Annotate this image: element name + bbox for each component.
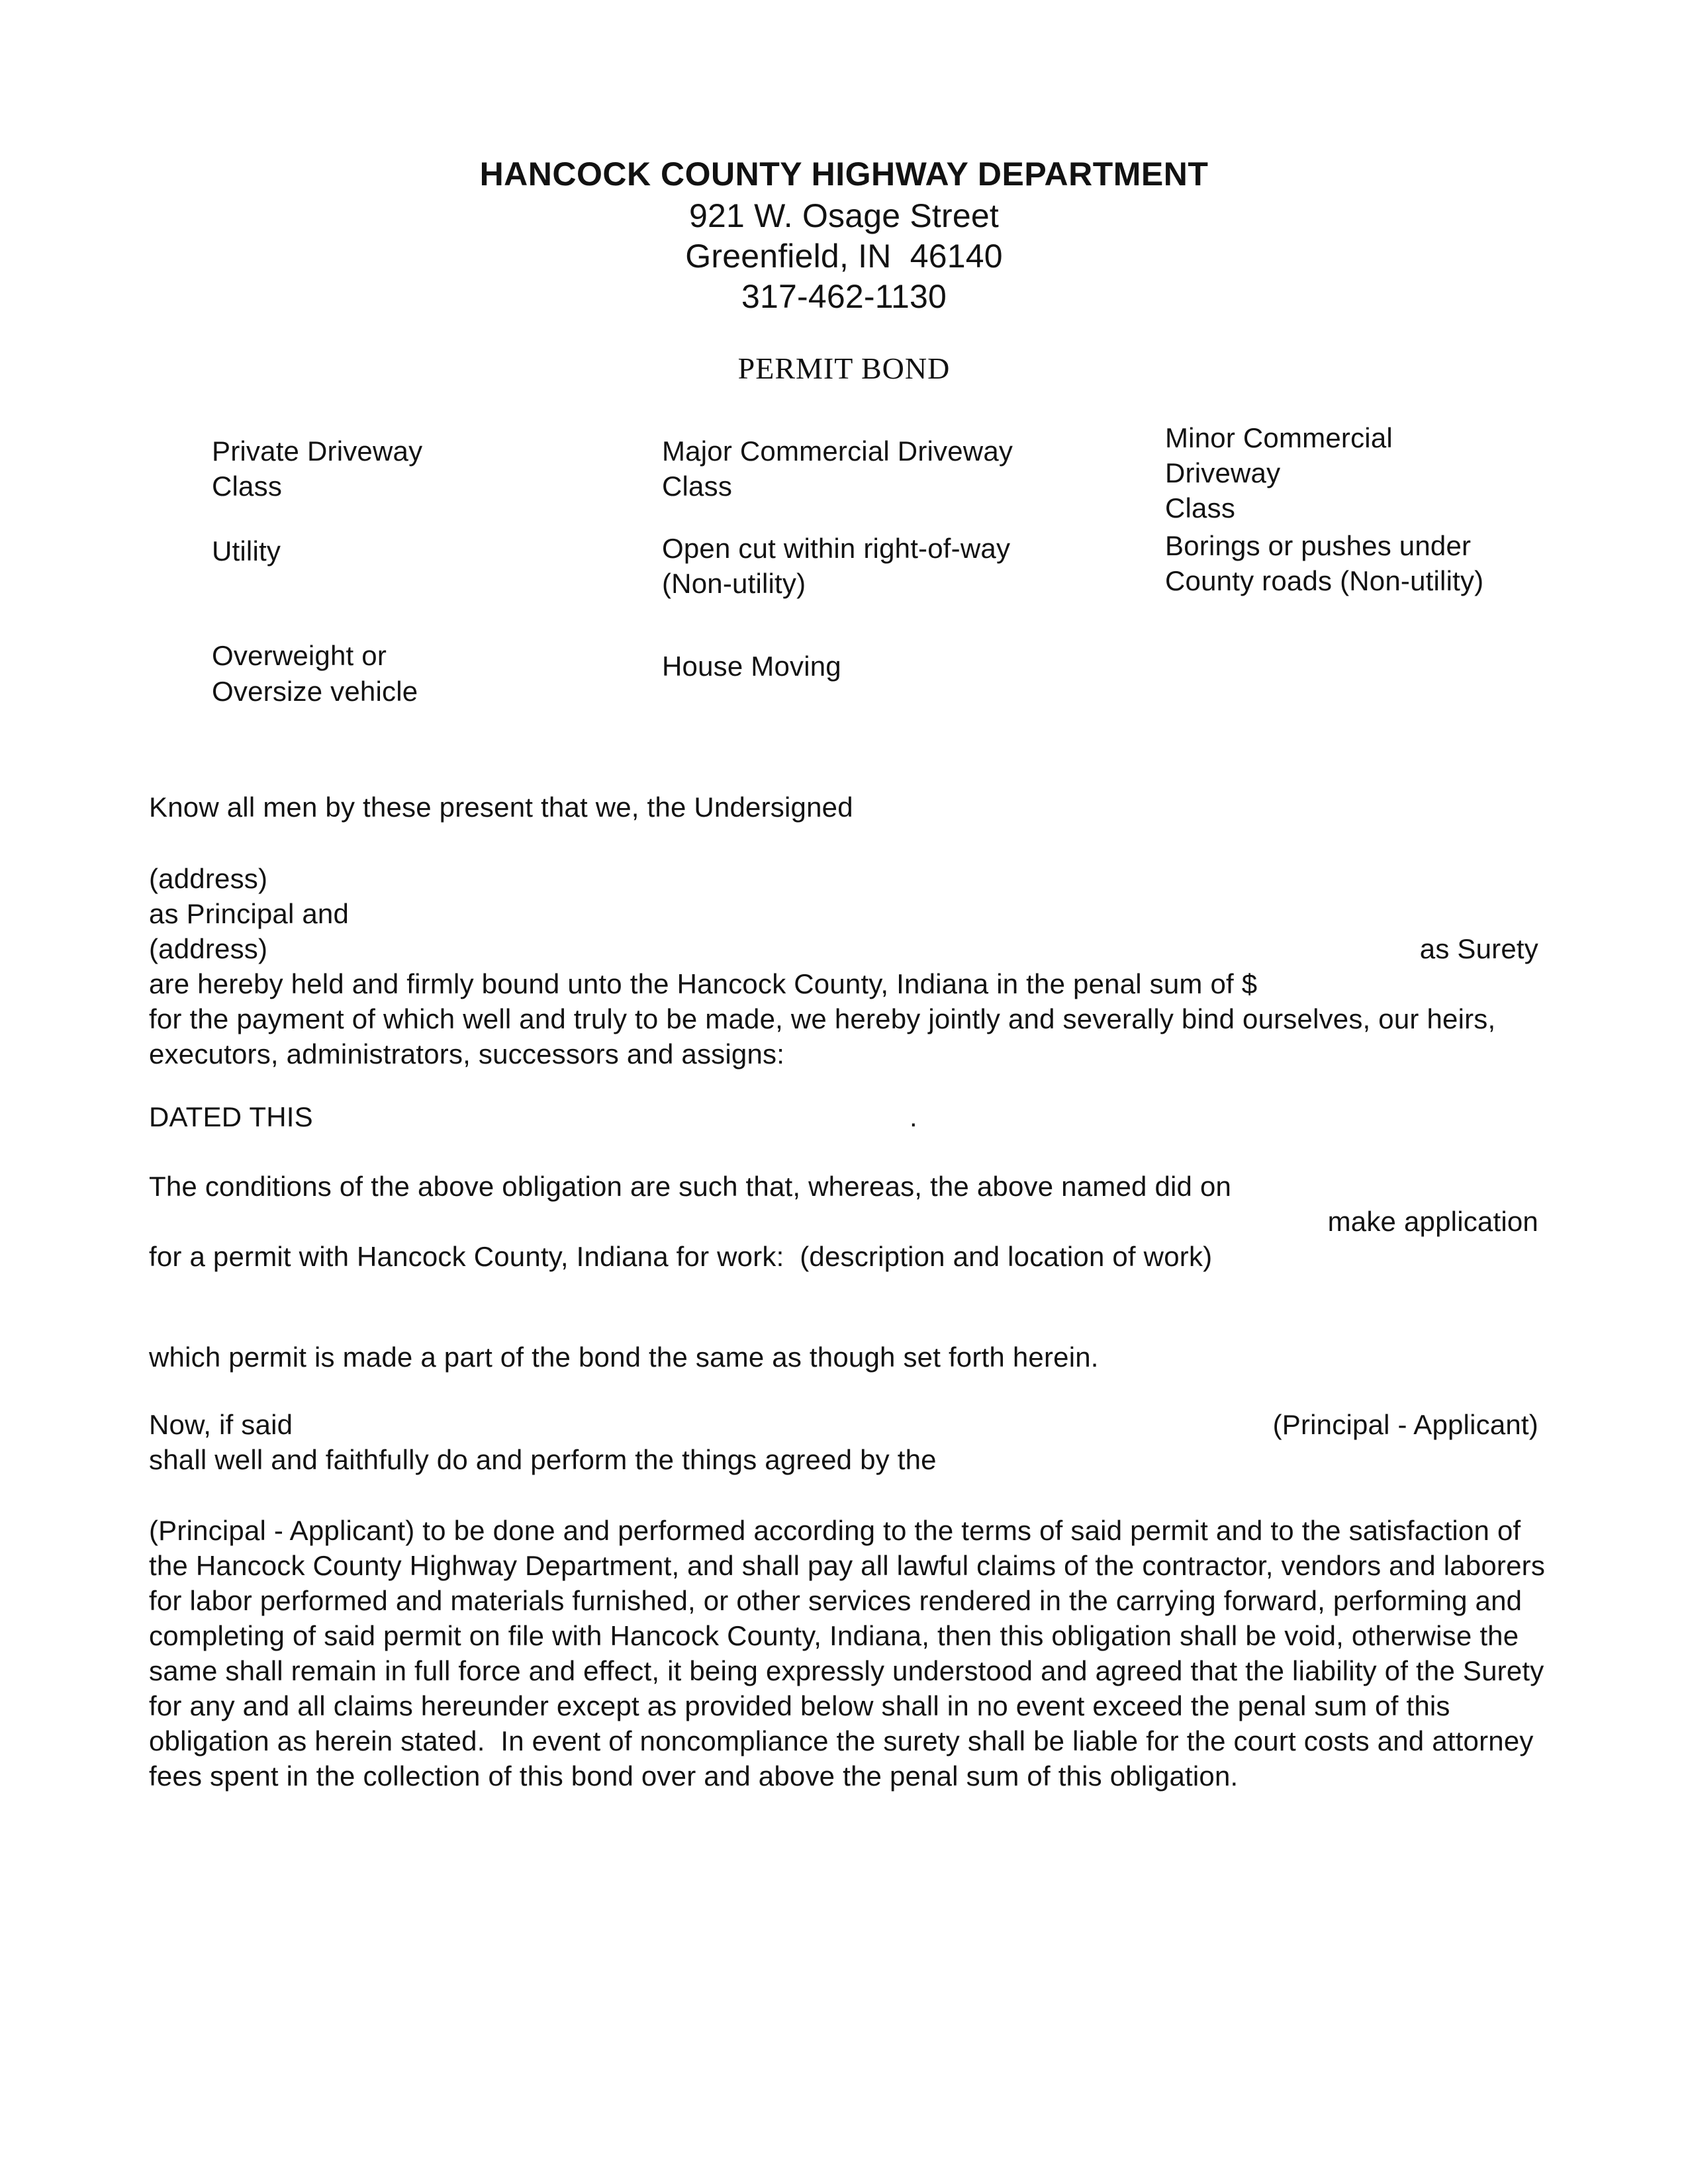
class-major-commercial-line1: Major Commercial Driveway bbox=[662, 435, 1013, 467]
class-major-commercial-line2: Class bbox=[662, 471, 733, 502]
principal-address-placeholder: (address) bbox=[149, 863, 268, 894]
surety-address-placeholder: (address) bbox=[149, 933, 268, 964]
executors-line: executors, administrators, successors and assigns: bbox=[149, 1038, 785, 1069]
dated-this-period: . bbox=[910, 1101, 917, 1132]
shall-well-line: shall well and faithfully do and perform the things agreed by the bbox=[149, 1444, 937, 1475]
class-borings-line1: Borings or pushes under bbox=[1165, 530, 1472, 561]
class-open-cut-line1: Open cut within right-of-way bbox=[662, 533, 1011, 564]
class-utility: Utility bbox=[212, 535, 281, 567]
permit-for-work-line: for a permit with Hancock County, Indiana for work: (description and location of work) bbox=[149, 1241, 1213, 1272]
closing-paragraph-line-4: completing of said permit on file with Hancock County, Indiana, then this obligation shall be void, otherwise the bbox=[149, 1620, 1519, 1651]
closing-paragraph-line-8: fees spent in the collection of this bond over and above the penal sum of this obligation. bbox=[149, 1760, 1239, 1792]
principal-applicant-label: (Principal - Applicant) bbox=[1272, 1409, 1538, 1440]
address-city-state-zip: Greenfield, IN 46140 bbox=[685, 238, 1003, 275]
permit-part-line: which permit is made a part of the bond the same as though set forth herein. bbox=[149, 1342, 1099, 1373]
now-if-said-label: Now, if said bbox=[149, 1409, 293, 1440]
class-private-driveway-line2: Class bbox=[212, 471, 283, 502]
as-surety-label: as Surety bbox=[1419, 933, 1538, 964]
payment-line: for the payment of which well and truly to be made, we hereby jointly and severally bind ourselves, our heirs, bbox=[149, 1003, 1496, 1034]
closing-paragraph-line-3: for labor performed and materials furnished, or other services rendered in the carrying forward, performing and bbox=[149, 1585, 1523, 1616]
conditions-line: The conditions of the above obligation are such that, whereas, the above named did on bbox=[149, 1171, 1232, 1202]
class-house-moving: House Moving bbox=[662, 651, 841, 682]
dated-this-label: DATED THIS bbox=[149, 1101, 313, 1132]
opening-line: Know all men by these present that we, the Undersigned bbox=[149, 792, 853, 823]
class-open-cut-line2: (Non-utility) bbox=[662, 568, 806, 599]
class-minor-commercial-line1: Minor Commercial bbox=[1165, 422, 1393, 453]
as-principal-line: as Principal and bbox=[149, 898, 350, 929]
penal-sum-line: are hereby held and firmly bound unto the Hancock County, Indiana in the penal sum of $ bbox=[149, 968, 1258, 999]
closing-paragraph-line-5: same shall remain in full force and effect, it being expressly understood and agreed that the liability of the Surety bbox=[149, 1655, 1544, 1686]
form-title: PERMIT BOND bbox=[737, 351, 951, 385]
class-overweight-line2: Oversize vehicle bbox=[212, 676, 418, 707]
class-overweight-line1: Overweight or bbox=[212, 640, 387, 671]
phone-number: 317-462-1130 bbox=[741, 278, 947, 315]
department-title: HANCOCK COUNTY HIGHWAY DEPARTMENT bbox=[479, 156, 1209, 193]
closing-paragraph-line-7: obligation as herein stated. In event of noncompliance the surety shall be liable for the court costs and attorney bbox=[149, 1725, 1534, 1756]
closing-paragraph-line-2: the Hancock County Highway Department, and shall pay all lawful claims of the contractor, vendors and laborers bbox=[149, 1550, 1546, 1581]
class-private-driveway-line1: Private Driveway bbox=[212, 435, 423, 467]
closing-paragraph-line-1: (Principal - Applicant) to be done and performed according to the terms of said permit and to the satisfaction of bbox=[149, 1515, 1521, 1546]
make-application-label: make application bbox=[1327, 1206, 1538, 1237]
class-minor-commercial-line2: Driveway bbox=[1165, 457, 1281, 488]
class-borings-line2: County roads (Non-utility) bbox=[1165, 565, 1484, 596]
class-minor-commercial-line3: Class bbox=[1165, 492, 1236, 523]
address-street: 921 W. Osage Street bbox=[689, 197, 999, 234]
closing-paragraph-line-6: for any and all claims hereunder except as provided below shall in no event exceed the penal sum of this bbox=[149, 1690, 1450, 1721]
